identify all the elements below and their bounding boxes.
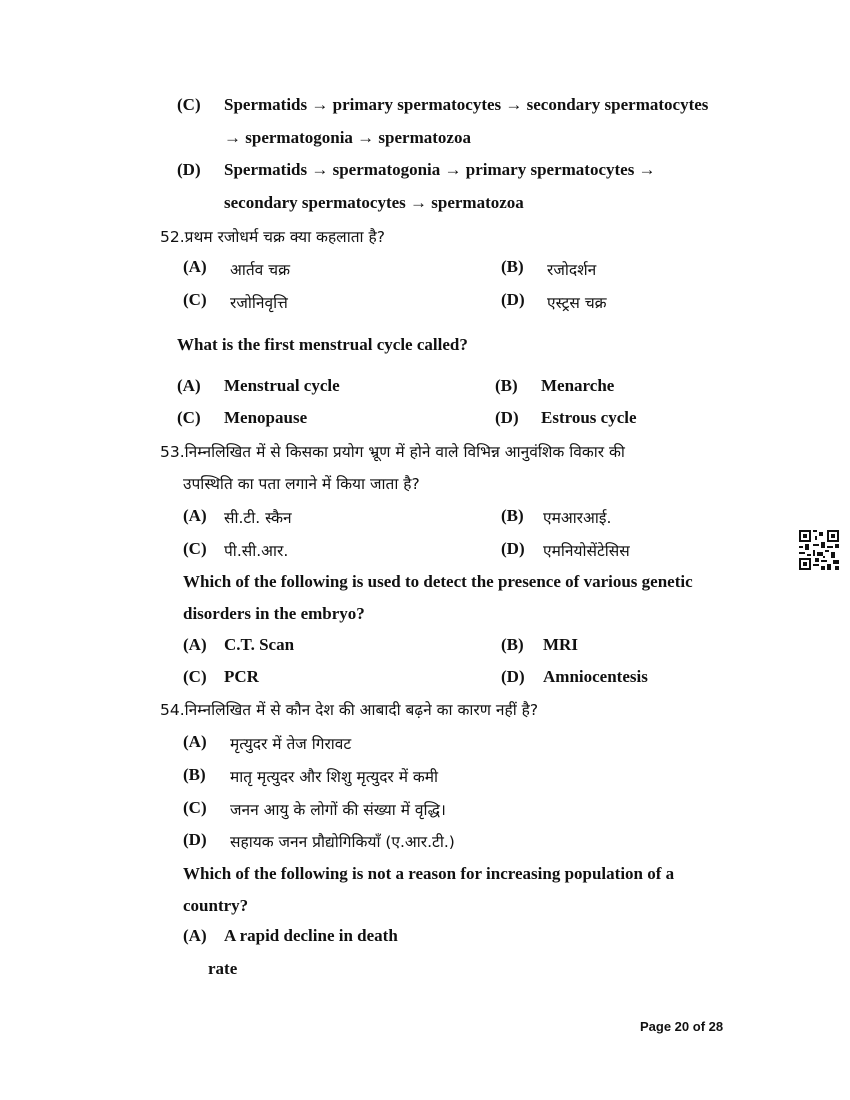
q52-hindi-option-d-label: (D): [501, 290, 525, 309]
q52-hindi-option-b-text: रजोदर्शन: [547, 261, 597, 279]
q51-option-d-label: (D): [177, 160, 201, 179]
q53-english-option-d-text: Amniocentesis: [543, 667, 648, 686]
q53-hindi-option-c-label: (C): [183, 539, 207, 558]
q54-hindi-option-a-text: मृत्युदर में तेज गिरावट: [230, 735, 352, 753]
q53-english-option-b-text: MRI: [543, 635, 578, 654]
q51-option-c-text-line1: Spermatids → primary spermatocytes → secondary spermatocytes: [224, 95, 709, 114]
q54-english-question-line1: Which of the following is not a reason for increasing population of a: [183, 864, 675, 883]
q53-hindi-option-a-label: (A): [183, 506, 207, 525]
q52-english-option-b-text: Menarche: [541, 376, 615, 395]
q52-hindi-option-b-label: (B): [501, 257, 524, 276]
q54-hindi-option-d-text: सहायक जनन प्रौद्योगिकियाँ (ए.आर.टी.): [230, 833, 455, 851]
q51-option-c-label: (C): [177, 95, 201, 114]
q52-english-option-d-label: (D): [495, 408, 519, 427]
q53-hindi-option-d-label: (D): [501, 539, 525, 558]
q53-english-option-d-label: (D): [501, 667, 525, 686]
q53-english-option-c-label: (C): [183, 667, 207, 686]
q52-english-option-a-text: Menstrual cycle: [224, 376, 340, 395]
q53-hindi-question-line1: 53.निम्नलिखित में से किसका प्रयोग भ्रूण में होने वाले विभिन्न आनुवंशिक विकार की: [160, 443, 625, 461]
q54-hindi-option-c-text: जनन आयु के लोगों की संख्या में वृद्धि।: [230, 801, 446, 819]
q53-hindi-question-line2: उपस्थिति का पता लगाने में किया जाता है?: [183, 475, 420, 493]
q54-english-option-a-text-line2: rate: [208, 959, 238, 978]
q53-hindi-option-b-text: एमआरआई.: [543, 509, 612, 527]
q52-english-question: What is the first menstrual cycle called?: [177, 335, 468, 354]
q54-hindi-question: 54.निम्नलिखित में से कौन देश की आबादी बढ़ने का कारण नहीं है?: [160, 701, 539, 719]
q51-option-d-text-line1: Spermatids → spermatogonia → primary spermatocytes →: [224, 160, 656, 179]
q54-hindi-option-a-label: (A): [183, 732, 207, 751]
q54-hindi-option-c-label: (C): [183, 798, 207, 817]
qr-code-icon: [799, 530, 839, 570]
q52-english-option-b-label: (B): [495, 376, 518, 395]
q53-hindi-option-a-text: सी.टी. स्कैन: [224, 509, 292, 527]
q53-english-option-a-label: (A): [183, 635, 207, 654]
q53-hindi-option-c-text: पी.सी.आर.: [224, 542, 289, 560]
q52-hindi-question: 52.प्रथम रजोधर्म चक्र क्या कहलाता है?: [160, 228, 385, 246]
q51-option-d-text-line2: secondary spermatocytes → spermatozoa: [224, 193, 524, 212]
q51-option-c-text-line2: → spermatogonia → spermatozoa: [224, 128, 471, 147]
q52-hindi-option-c-text: रजोनिवृत्ति: [230, 294, 288, 312]
q52-hindi-option-d-text: एस्ट्रस चक्र: [547, 294, 607, 312]
page-number: Page 20 of 28: [640, 1019, 724, 1034]
q52-english-option-d-text: Estrous cycle: [541, 408, 637, 427]
q54-english-option-a-text-line1: A rapid decline in death: [224, 926, 398, 945]
q54-english-option-a-label: (A): [183, 926, 207, 945]
q53-english-option-b-label: (B): [501, 635, 524, 654]
q52-english-option-a-label: (A): [177, 376, 201, 395]
q53-hindi-option-b-label: (B): [501, 506, 524, 525]
q53-english-question-line2: disorders in the embryo?: [183, 604, 365, 623]
q54-hindi-option-b-text: मातृ मृत्युदर और शिशु मृत्युदर में कमी: [230, 768, 439, 786]
q52-hindi-option-c-label: (C): [183, 290, 207, 309]
q53-english-option-c-text: PCR: [224, 667, 259, 686]
q52-english-option-c-label: (C): [177, 408, 201, 427]
q54-hindi-option-d-label: (D): [183, 830, 207, 849]
q53-english-question-line1: Which of the following is used to detect the presence of various genetic: [183, 572, 693, 591]
q52-hindi-option-a-label: (A): [183, 257, 207, 276]
q54-hindi-option-b-label: (B): [183, 765, 206, 784]
q52-english-option-c-text: Menopause: [224, 408, 308, 427]
q53-hindi-option-d-text: एमनियोसेंटेसिस: [543, 542, 630, 560]
q54-english-question-line2: country?: [183, 896, 249, 915]
q53-english-option-a-text: C.T. Scan: [224, 635, 295, 654]
q52-hindi-option-a-text: आर्तव चक्र: [230, 261, 290, 279]
